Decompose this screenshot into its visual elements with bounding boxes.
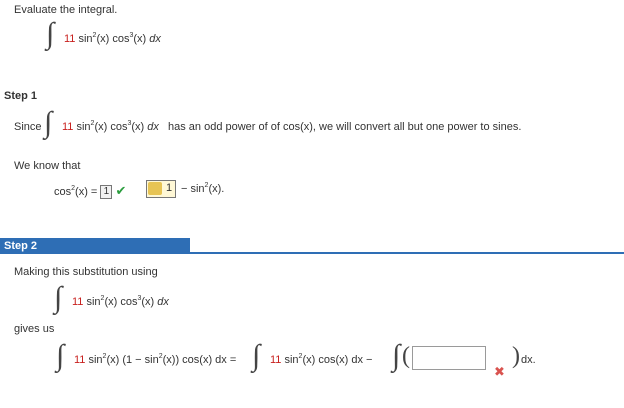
problem-integrand: 11 $\sin^2(x)$ $\cos^3(x)$ dx — [64, 32, 161, 45]
dx-end: dx. — [521, 354, 536, 366]
identity-right: − $\sin^2(x)$. — [181, 182, 225, 195]
since-label: Since — [14, 121, 42, 133]
integral-sign: ∫ — [44, 106, 53, 139]
step2-integrand: 11 $\sin^2(x)$ $\cos^3(x)$ dx — [72, 295, 169, 308]
result-term1: 11 $\sin^2(x) (1 - \sin^2(x))$ cos(x) dx = — [74, 353, 237, 366]
integral-sign: ∫ — [54, 281, 63, 314]
answer-input-box[interactable] — [412, 346, 486, 370]
identity-left: $\cos^2(x) = 1$ ✔ — [54, 183, 127, 198]
step1-title: Step 1 — [4, 90, 38, 102]
left-paren: ( — [402, 343, 410, 369]
step2-divider — [190, 252, 624, 254]
integral-sign: ∫ — [46, 17, 55, 50]
x-icon: ✖ — [494, 364, 505, 379]
key-answer-value: 1 — [166, 182, 173, 194]
instruction-text: Evaluate the integral. — [14, 4, 118, 16]
right-paren: ) — [512, 343, 520, 369]
we-know-label: We know that — [14, 160, 81, 172]
step1-explanation: has an odd power of of cos(x), we will convert all but one power to sines. — [168, 121, 522, 133]
since-integrand: 11 $\sin^2(x)$ $\cos^3(x)$ dx — [62, 120, 159, 133]
integral-sign: ∫ — [56, 339, 65, 372]
key-icon — [148, 182, 162, 195]
step2-header: Step 2 — [0, 238, 190, 254]
making-label: Making this substitution using — [14, 266, 158, 278]
gives-us-label: gives us — [14, 323, 55, 335]
check-icon: ✔ — [115, 183, 127, 198]
result-term2: 11 $\sin^2(x)$ cos(x) dx − — [270, 353, 373, 366]
integral-sign: ∫ — [392, 339, 401, 372]
integral-sign: ∫ — [252, 339, 261, 372]
answer-box-correct[interactable]: 1 — [100, 185, 112, 199]
